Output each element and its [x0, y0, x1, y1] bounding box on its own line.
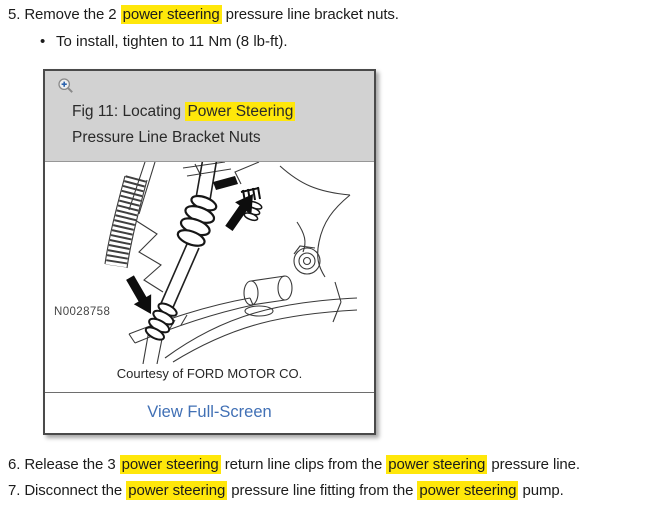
- highlighted-term: power steering: [121, 456, 219, 473]
- figure-title: [72, 99, 364, 151]
- step-7: [0, 482, 650, 499]
- view-fullscreen-button[interactable]: View Full-Screen: [45, 392, 374, 433]
- highlighted-term: Power Steering: [187, 103, 294, 120]
- courtesy-line: Courtesy of FORD MOTOR CO.: [116, 366, 303, 381]
- step-text: pressure line bracket nuts.: [221, 6, 399, 23]
- bullet-icon: •: [40, 33, 46, 50]
- step-text: pressure line.: [487, 456, 580, 473]
- step-text: Remove the 2: [24, 6, 121, 23]
- figure-title-line2: Pressure Line Bracket Nuts: [72, 129, 261, 146]
- figure-header: [45, 71, 374, 162]
- highlighted-term: power steering: [388, 456, 486, 473]
- step-5: [0, 0, 650, 23]
- step-text: Release the 3: [24, 456, 120, 473]
- zoom-in-icon[interactable]: [57, 77, 75, 95]
- step-6: [0, 456, 650, 473]
- step-number: 5.: [8, 6, 21, 23]
- highlighted-term: power steering: [122, 6, 220, 23]
- step-5-sub-bullet: [40, 33, 650, 50]
- step-text: return line clips from the: [220, 456, 387, 473]
- step-number: 7.: [8, 482, 21, 499]
- figure-title-text: Fig 11: Locating: [72, 103, 186, 120]
- figure-card: [43, 69, 376, 435]
- sub-bullet-text: To install, tighten to 11 Nm (8 lb-ft).: [56, 33, 288, 50]
- step-text: Disconnect the: [24, 482, 127, 499]
- step-number: 6.: [8, 456, 21, 473]
- image-id-label: N0028758: [54, 306, 111, 318]
- step-text: pressure line fitting from the: [227, 482, 418, 499]
- figure-image[interactable]: [45, 162, 374, 364]
- highlighted-term: power steering: [128, 482, 226, 499]
- engine-line-drawing: [45, 162, 374, 364]
- step-text: pump.: [518, 482, 564, 499]
- highlighted-term: power steering: [419, 482, 517, 499]
